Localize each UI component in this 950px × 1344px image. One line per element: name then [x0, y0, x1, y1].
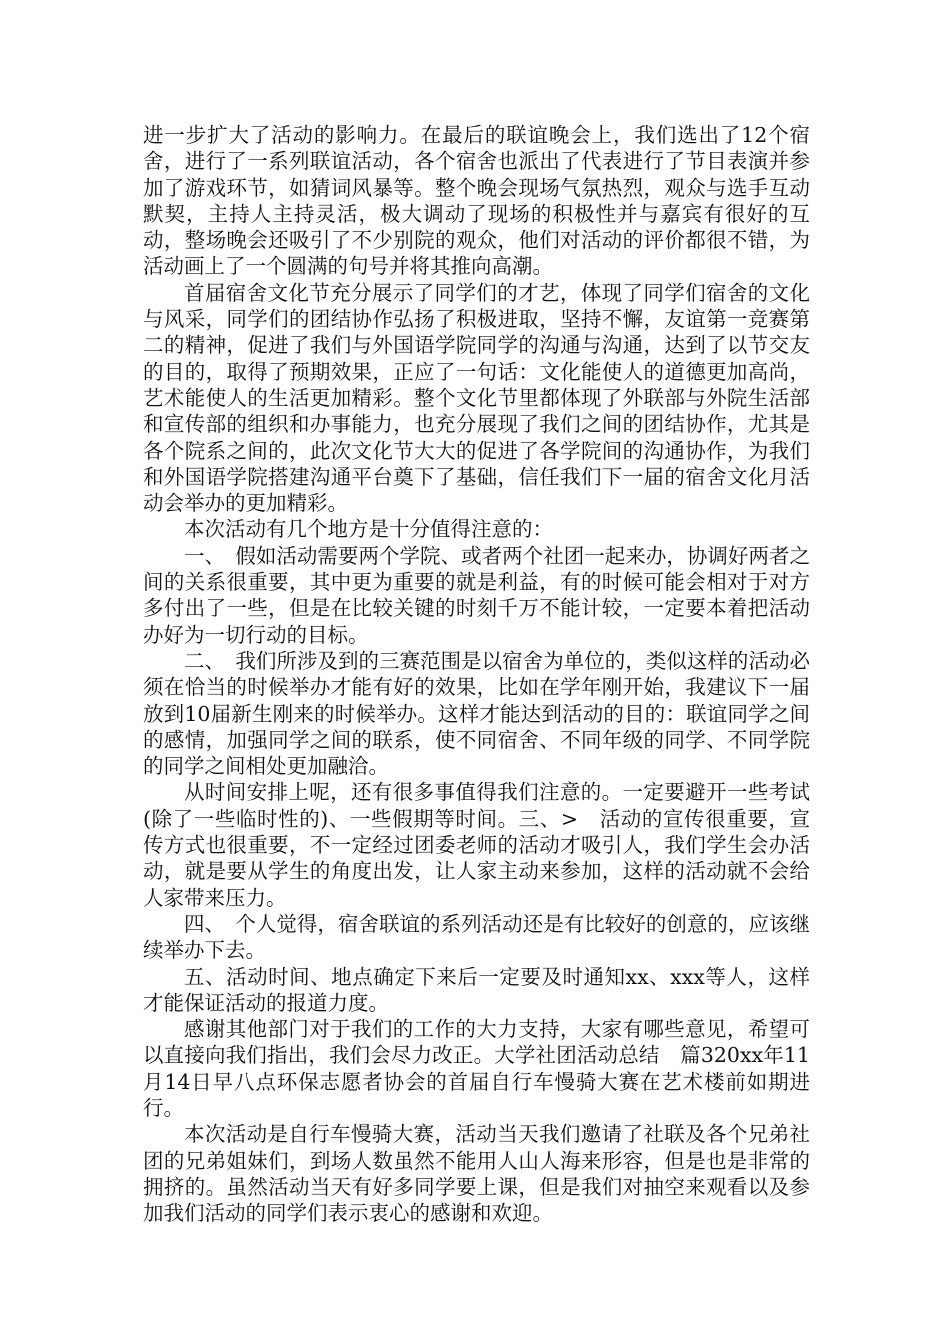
paragraph-9: 感谢其他部门对于我们的工作的大力支持，大家有哪些意见，希望可以直接向我们指出，我们会尽力改正。大学社团活动总结 篇320xx年11月14日早八点环保志愿者协会的首届自行车慢骑大赛在艺术楼前如期进行。: [143, 1017, 810, 1120]
paragraph-4: 一、 假如活动需要两个学院、或者两个社团一起来办，协调好两者之间的关系很重要，其中更为重要的就是利益，有的时候可能会相对于对方多付出了一些，但是在比较关键的时刻千万不能计较，一定要本着把活动办好为一切行动的目标。: [143, 543, 810, 647]
paragraph-2: 首届宿舍文化节充分展示了同学们的才艺，体现了同学们宿舍的文化与风采，同学们的团结协作弘扬了积极进取，坚持不懈，友谊第一竞赛第二的精神，促进了我们与外国语学院同学的沟通与沟通，达到了以节交友的目的，取得了预期效果，正应了一句话：文化能使人的道德更加高尚，艺术能使人的生活更加精彩。整个文化节里都体现了外联部与外院生活部和宣传部的组织和办事能力，也充分展现了我们之间的团结协作，尤其是各个院系之间的，此次文化节大大的促进了各学院间的沟通协作，为我们和外国语学院搭建沟通平台奠下了基础，信任我们下一届的宿舍文化月活动会举办的更加精彩。: [143, 280, 810, 516]
paragraph-8: 五、活动时间、地点确定下来后一定要及时通知xx、xxx等人，这样才能保证活动的报道力度。: [143, 964, 810, 1015]
paragraph-6: 从时间安排上呢，还有很多事值得我们注意的。一定要避开一些考试(除了一些临时性的)、一些假期等时间。三、> 活动的宣传很重要，宣传方式也很重要，不一定经过团委老师的活动才吸引人，我们学生会办活动，就是要从学生的角度出发，让人家主动来参加，这样的活动就不会给人家带来压力。: [143, 780, 810, 910]
document-body: [143, 122, 810, 1226]
paragraph-10: 本次活动是自行车慢骑大赛，活动当天我们邀请了社联及各个兄弟社团的兄弟姐妹们，到场人数虽然不能用人山人海来形容，但是也是非常的拥挤的。虽然活动当天有好多同学要上课，但是我们对抽空来观看以及参加我们活动的同学们表示衷心的感谢和欢迎。: [143, 1122, 810, 1226]
paragraph-5: 二、 我们所涉及到的三赛范围是以宿舍为单位的，类似这样的活动必须在恰当的时候举办才能有好的效果，比如在学年刚开始，我建议下一届放到10届新生刚来的时候举办。这样才能达到活动的目的：联谊同学之间的感情，加强同学之间的联系，使不同宿舍、不同年级的同学、不同学院的同学之间相处更加融洽。: [143, 648, 810, 779]
paragraph-3: 本次活动有几个地方是十分值得注意的：: [184, 517, 553, 542]
paragraph-7: 四、 个人觉得，宿舍联谊的系列活动还是有比较好的创意的，应该继续举办下去。: [143, 911, 810, 963]
paragraph-1: 进一步扩大了活动的影响力。在最后的联谊晚会上，我们选出了12个宿舍，进行了一系列联谊活动，各个宿舍也派出了代表进行了节目表演并参加了游戏环节，如猜词风暴等。整个晚会现场气氛热烈，观众与选手互动默契，主持人主持灵活，极大调动了现场的积极性并与嘉宾有很好的互动，整场晚会还吸引了不少别院的观众，他们对活动的评价都很不错，为活动画上了一个圆满的句号并将其推向高潮。: [143, 123, 810, 279]
